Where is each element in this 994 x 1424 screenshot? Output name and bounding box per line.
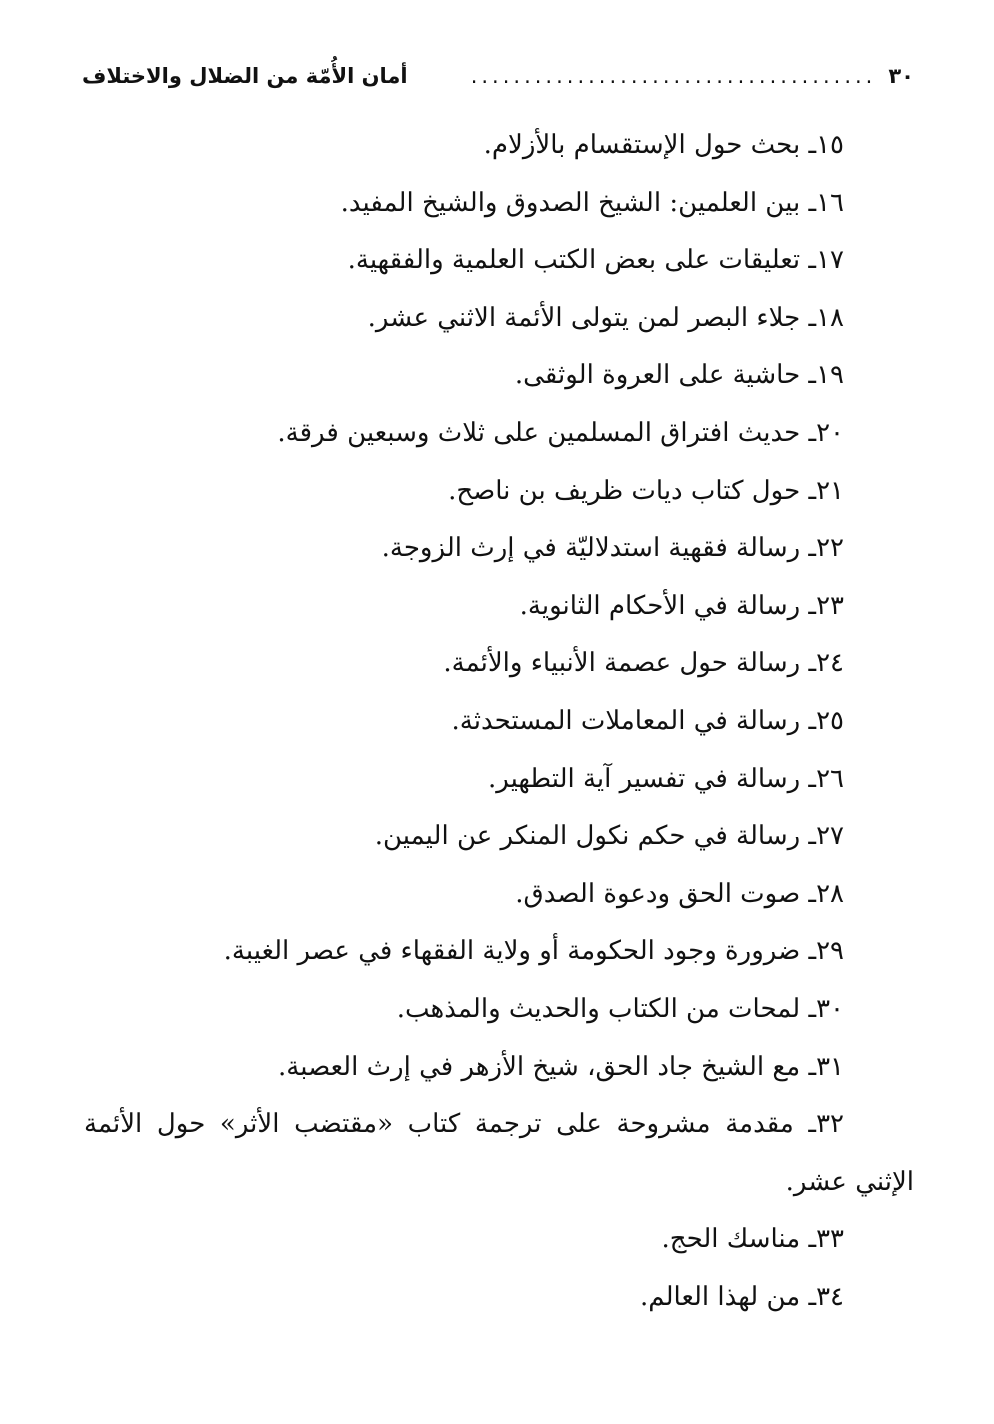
list-item: ١٧ـ تعليقات على بعض الكتب العلمية والفقهية. [347, 245, 844, 276]
list-item: ١٩ـ حاشية على العروة الوثقى. [514, 360, 844, 391]
list-item: ٢٦ـ رسالة في تفسير آية التطهير. [487, 763, 844, 794]
page-number: ٣٠ [888, 64, 914, 88]
list-item: ١٥ـ بحث حول الإستقسام بالأزلام. [483, 130, 844, 160]
list-item-wrapped-line2: الإثني عشر. [785, 1166, 914, 1197]
list-item: ٢٢ـ رسالة فقهية استدلاليّة في إرث الزوجة. [381, 533, 844, 564]
list-item: ٢٤ـ رسالة حول عصمة الأنبياء والأئمة. [443, 648, 844, 679]
list-item: ٢٩ـ ضرورة وجود الحكومة أو ولاية الفقهاء في عصر الغيبة. [223, 936, 844, 967]
list-item-wrapped-line1: ٣٢ـ مقدمة مشروحة على ترجمة كتاب «مقتضب الأثر» حول الأئمة [84, 1109, 844, 1140]
list-item: ٣٣ـ مناسك الحج. [661, 1224, 844, 1255]
list-item: ١٦ـ بين العلمين: الشيخ الصدوق والشيخ المفيد. [340, 187, 844, 218]
running-header [82, 54, 914, 98]
list-item: ٢٣ـ رسالة في الأحكام الثانوية. [519, 590, 844, 621]
list-item: ٣٤ـ من لهذا العالم. [640, 1281, 844, 1312]
list-item: ٣٠ـ لمحات من الكتاب والحديث والمذهب. [396, 993, 844, 1024]
header-leader-dots: ...................................... [470, 64, 877, 88]
book-title: أمان الأُمّة من الضلال والاختلاف [82, 64, 408, 88]
list-item: ٢١ـ حول كتاب ديات ظريف بن ناصح. [448, 475, 844, 506]
list-item: ١٨ـ جلاء البصر لمن يتولى الأئمة الاثني عشر. [367, 302, 844, 333]
list-item: ٢٥ـ رسالة في المعاملات المستحدثة. [451, 705, 844, 736]
list-item: ٢٧ـ رسالة في حكم نكول المنكر عن اليمين. [374, 821, 844, 852]
bibliography-list [60, 117, 914, 1326]
list-item: ٢٨ـ صوت الحق ودعوة الصدق. [515, 878, 844, 909]
list-item: ٣١ـ مع الشيخ جاد الحق، شيخ الأزهر في إرث العصبة. [278, 1051, 844, 1082]
list-item: ٢٠ـ حديث افتراق المسلمين على ثلاث وسبعين فرقة. [277, 417, 844, 448]
